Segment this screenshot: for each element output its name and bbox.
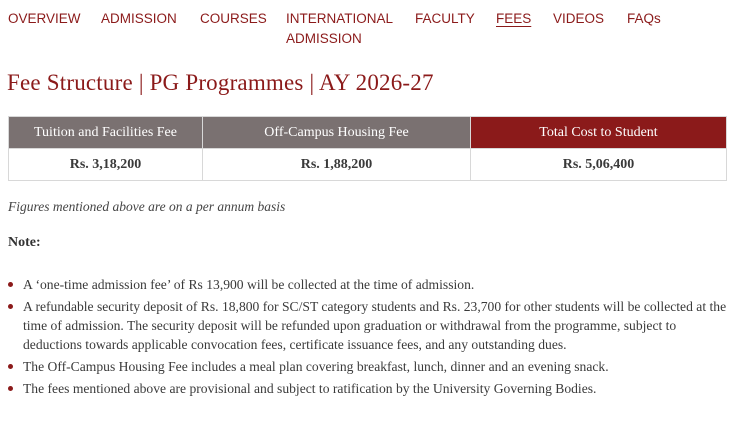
note-text-provisional: The fees mentioned above are provisional and subject to ratification by the University Governing Bodies. [23, 381, 597, 396]
note-text-admission-fee: A ‘one-time admission fee’ of Rs 13,900 will be collected at the time of admission. [23, 277, 475, 292]
nav-fees[interactable]: FEES [496, 11, 532, 26]
list-item [8, 357, 730, 376]
note-text-housing-meal-plan: The Off-Campus Housing Fee includes a meal plan covering breakfast, lunch, dinner and an evening snack. [23, 359, 609, 374]
fee-structure-table [8, 116, 727, 181]
nav-overview[interactable]: OVERVIEW [8, 11, 81, 26]
header-tuition-fee: Tuition and Facilities Fee [9, 117, 203, 149]
nav-admission[interactable]: ADMISSION [101, 11, 177, 26]
bullet-icon [8, 282, 13, 287]
nav-faqs[interactable]: FAQs [627, 11, 661, 26]
bullet-icon [8, 304, 13, 309]
bullet-icon [8, 386, 13, 391]
list-item [8, 379, 730, 398]
value-housing-fee: Rs. 1,88,200 [203, 149, 471, 181]
header-housing-fee: Off-Campus Housing Fee [203, 117, 471, 149]
nav-courses[interactable]: COURSES [200, 11, 267, 26]
note-text-security-deposit: A refundable security deposit of Rs. 18,800 for SC/ST category students and Rs. 23,700 for other students will be collected at the time of admission. The security deposit will be refunded upon graduation or withdrawal from the programme, subject to deductions towards applicable convocation fees, certificate issuance fees, and any outstanding dues. [23, 299, 727, 352]
note-heading: Note: [8, 235, 41, 250]
page-title: Fee Structure | PG Programmes | AY 2026-27 [7, 70, 434, 95]
nav-international-admission[interactable]: INTERNATIONAL ADMISSION [286, 11, 393, 46]
table-row [9, 149, 727, 181]
top-navigation [0, 0, 735, 50]
note-list [8, 275, 730, 401]
nav-videos[interactable]: VIDEOS [553, 11, 605, 26]
table-header-row [9, 117, 727, 149]
nav-faculty[interactable]: FACULTY [415, 11, 475, 26]
per-annum-footnote: Figures mentioned above are on a per annum basis [8, 199, 286, 214]
header-total-cost: Total Cost to Student [471, 117, 727, 149]
value-total-cost: Rs. 5,06,400 [471, 149, 727, 181]
list-item [8, 275, 730, 294]
value-tuition-fee: Rs. 3,18,200 [9, 149, 203, 181]
bullet-icon [8, 364, 13, 369]
list-item [8, 297, 730, 354]
